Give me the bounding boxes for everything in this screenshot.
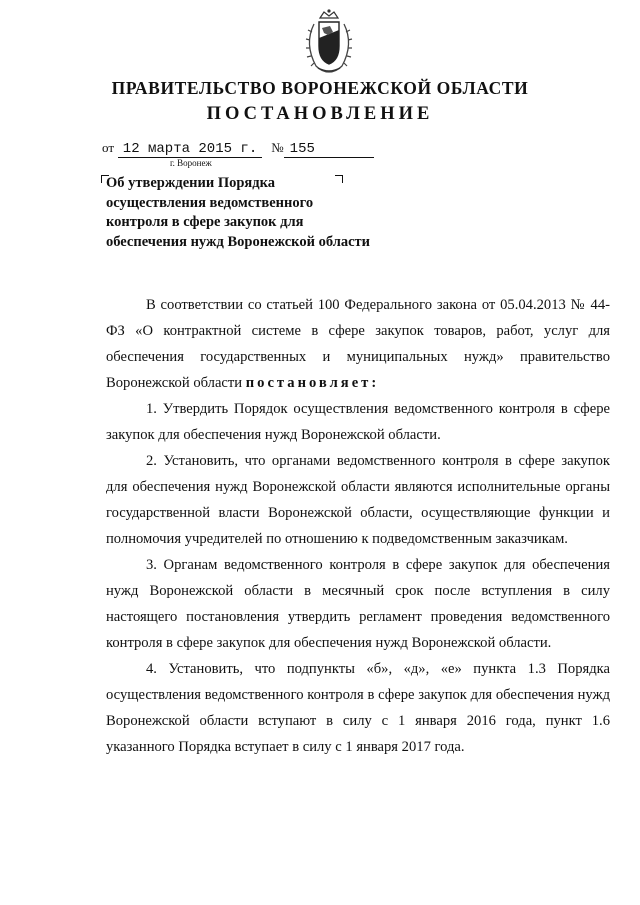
- decree-word: постановляет:: [245, 375, 380, 391]
- subject-line: осуществления ведомственного: [106, 194, 314, 211]
- subject-line: контроля в сфере закупок для: [106, 214, 304, 230]
- date-field: 12 марта 2015 г.: [118, 141, 262, 158]
- date-number-line: [102, 140, 374, 158]
- item-3: 3. Органам ведомственного контроля в сфере закупок для обеспечения нужд Воронежской области в месячный срок после вступления в силу настоящего постановления утвердить регламент проведения ведомственного контроля в сфере закупок для обеспечения нужд Воронежской области.: [106, 557, 610, 651]
- organization-title: ПРАВИТЕЛЬСТВО ВОРОНЕЖСКОЙ ОБЛАСТИ: [111, 78, 529, 98]
- document-type: ПОСТАНОВЛЕНИЕ: [206, 104, 434, 124]
- subject-line: Об утверждении Порядка: [106, 175, 275, 191]
- subject-title: [106, 174, 370, 252]
- intro-text: В соответствии со статьей 100 Федерального закона от 05.04.2013 № 44-ФЗ «О контрактной системе в сфере закупок товаров, работ, услуг для обеспечения государственных и муниципальных нужд» правительство Воронежской области: [106, 297, 610, 391]
- coat-of-arms-emblem: [300, 8, 358, 76]
- item-1: 1. Утвердить Порядок осуществления ведомственного контроля в сфере закупок для обеспечения нужд Воронежской области.: [106, 401, 610, 443]
- number-field: 155: [284, 141, 374, 158]
- item-4: 4. Установить, что подпункты «б», «д», «е» пункта 1.3 Порядка осуществления ведомственного контроля в сфере закупок для обеспечения нужд Воронежской области вступают в силу с 1 января 2016 года, пункт 1.6 указанного Порядка вступает в силу с 1 января 2017 года.: [106, 661, 610, 755]
- number-label: №: [271, 140, 284, 155]
- subject-line: обеспечения нужд Воронежской области: [106, 233, 371, 250]
- city-label: г. Воронеж: [170, 158, 212, 168]
- intro-paragraph: [106, 292, 610, 396]
- item-2: 2. Установить, что органами ведомственного контроля в сфере закупок для обеспечения нужд Воронежской области являются исполнительные органы государственной власти Воронежской области, осуществляющие функции и полномочия учредителей по отношению к подведомственным заказчикам.: [106, 453, 610, 547]
- date-prefix: от: [102, 140, 115, 155]
- document-body: [106, 292, 610, 760]
